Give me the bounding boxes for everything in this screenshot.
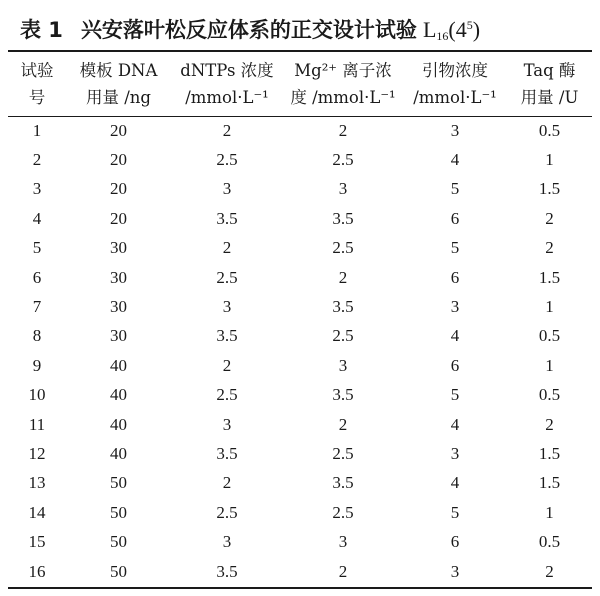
trial-number-cell: 5 xyxy=(32,238,42,258)
primer-cell: 4 xyxy=(450,473,460,493)
mg-ion-cell: 2.5 xyxy=(332,150,354,170)
mg-ion-cell: 3 xyxy=(338,355,348,375)
table-row xyxy=(8,145,592,174)
taq-cell: 2 xyxy=(545,208,554,228)
mg-ion-cell: 2.5 xyxy=(332,443,354,463)
table-row xyxy=(8,204,592,233)
taq-cell: 2 xyxy=(545,238,554,258)
template-dna-cell: 30 xyxy=(110,297,127,317)
template-dna-cell: 20 xyxy=(110,120,127,140)
orthogonal-array-symbol: $L_{16}(4^5)$ xyxy=(422,17,481,43)
table-row xyxy=(8,175,592,204)
taq-cell: 2 xyxy=(545,414,554,434)
primer-cell: 3 xyxy=(450,297,460,317)
table-row xyxy=(8,439,592,468)
dntps-cell: 3.5 xyxy=(216,443,238,463)
primer-cell: 5 xyxy=(450,385,460,405)
taq-cell: 1 xyxy=(545,355,554,375)
trial-number-cell: 12 xyxy=(28,443,46,463)
table-row xyxy=(8,351,592,380)
taq-cell: 0.5 xyxy=(538,120,561,140)
table-row xyxy=(8,410,592,439)
taq-cell: 1.5 xyxy=(538,179,561,199)
trial-number-cell: 10 xyxy=(28,385,46,405)
table-body xyxy=(8,116,592,586)
table-row xyxy=(8,116,592,145)
template-dna-cell: 50 xyxy=(110,561,127,581)
table-row xyxy=(8,469,592,498)
dntps-cell: 3.5 xyxy=(216,208,238,228)
mg-ion-cell: 2 xyxy=(338,120,348,140)
taq-cell: 0.5 xyxy=(538,532,561,552)
primer-cell: 3 xyxy=(450,443,460,463)
template-dna-cell: 40 xyxy=(110,443,127,463)
dntps-cell: 3.5 xyxy=(216,561,238,581)
mg-ion-cell: 3.5 xyxy=(332,473,354,493)
template-dna-cell: 30 xyxy=(110,238,127,258)
dntps-cell: 2.5 xyxy=(216,502,238,522)
taq-cell: 1 xyxy=(545,297,554,317)
trial-number-cell: 4 xyxy=(32,208,42,228)
trial-number-cell: 7 xyxy=(32,297,42,317)
trial-number-cell: 8 xyxy=(32,326,42,346)
dntps-cell: 2.5 xyxy=(216,267,238,287)
mg-ion-cell: 2 xyxy=(338,414,348,434)
header-primer: 引物浓度 /mmol·L⁻¹ xyxy=(413,61,497,107)
trial-number-cell: 14 xyxy=(28,502,46,522)
trial-number-cell: 13 xyxy=(28,473,46,493)
table-number: 表 1 xyxy=(20,18,63,42)
table-row xyxy=(8,263,592,292)
mg-ion-cell: 2.5 xyxy=(332,502,354,522)
dntps-cell: 2 xyxy=(222,473,232,493)
trial-number-cell: 15 xyxy=(28,532,46,552)
dntps-cell: 3.5 xyxy=(216,326,238,346)
mg-ion-cell: 2.5 xyxy=(332,326,354,346)
taq-cell: 0.5 xyxy=(538,385,561,405)
taq-cell: 1.5 xyxy=(538,267,561,287)
dntps-cell: 3 xyxy=(222,179,232,199)
template-dna-cell: 20 xyxy=(110,179,127,199)
dntps-cell: 2.5 xyxy=(216,385,238,405)
trial-number-cell: 6 xyxy=(32,267,42,287)
mg-ion-cell: 3 xyxy=(338,179,348,199)
trial-number-cell: 3 xyxy=(32,179,42,199)
template-dna-cell: 50 xyxy=(110,532,127,552)
primer-cell: 5 xyxy=(450,238,460,258)
header-template-dna: 模板 DNA 用量 /ng xyxy=(79,61,158,107)
template-dna-cell: 40 xyxy=(110,385,127,405)
mg-ion-cell: 3.5 xyxy=(332,208,354,228)
mg-ion-cell: 3 xyxy=(338,532,348,552)
mg-ion-cell: 3.5 xyxy=(332,297,354,317)
template-dna-cell: 30 xyxy=(110,326,127,346)
table-row xyxy=(8,527,592,556)
orthogonal-design-table xyxy=(8,52,592,586)
mg-ion-cell: 2 xyxy=(338,561,348,581)
primer-cell: 6 xyxy=(450,355,460,375)
taq-cell: 0.5 xyxy=(538,326,561,346)
trial-number-cell: 1 xyxy=(32,120,42,140)
table-row xyxy=(8,557,592,586)
mg-ion-cell: 2 xyxy=(338,267,348,287)
mg-ion-cell: 2.5 xyxy=(332,238,354,258)
taq-cell: 1.5 xyxy=(538,443,561,463)
trial-number-cell: 2 xyxy=(32,150,42,170)
trial-number-cell: 11 xyxy=(28,414,46,434)
header-trial-number: 试验 号 xyxy=(20,61,54,107)
header-mg-ion: Mg²⁺ 离子浓 度 /mmol·L⁻¹ xyxy=(290,61,396,107)
bottom-rule xyxy=(8,587,592,589)
header-taq: Taq 酶 用量 /U xyxy=(520,61,579,107)
table-row xyxy=(8,292,592,321)
dntps-cell: 2 xyxy=(222,120,232,140)
taq-cell: 1 xyxy=(545,150,554,170)
table-title-text: 兴安落叶松反应体系的正交设计试验 xyxy=(80,18,417,42)
template-dna-cell: 50 xyxy=(110,502,127,522)
dntps-cell: 3 xyxy=(222,532,232,552)
primer-cell: 5 xyxy=(450,502,460,522)
table-row xyxy=(8,234,592,263)
primer-cell: 5 xyxy=(450,179,460,199)
primer-cell: 4 xyxy=(450,150,460,170)
trial-number-cell: 9 xyxy=(32,355,42,375)
template-dna-cell: 50 xyxy=(110,473,127,493)
taq-cell: 2 xyxy=(545,561,554,581)
header-dntps: dNTPs 浓度 /mmol·L⁻¹ xyxy=(180,61,274,107)
header-row xyxy=(8,52,592,116)
taq-cell: 1 xyxy=(545,502,554,522)
primer-cell: 6 xyxy=(450,267,460,287)
table-row xyxy=(8,322,592,351)
table-title xyxy=(20,6,580,44)
primer-cell: 4 xyxy=(450,414,460,434)
table-row xyxy=(8,381,592,410)
primer-cell: 4 xyxy=(450,326,460,346)
primer-cell: 6 xyxy=(450,208,460,228)
mg-ion-cell: 3.5 xyxy=(332,385,354,405)
trial-number-cell: 16 xyxy=(28,561,46,581)
template-dna-cell: 20 xyxy=(110,208,127,228)
template-dna-cell: 30 xyxy=(110,267,127,287)
primer-cell: 3 xyxy=(450,561,460,581)
template-dna-cell: 40 xyxy=(110,355,127,375)
dntps-cell: 3 xyxy=(222,414,232,434)
template-dna-cell: 40 xyxy=(110,414,127,434)
template-dna-cell: 20 xyxy=(110,150,127,170)
dntps-cell: 2 xyxy=(222,355,232,375)
taq-cell: 1.5 xyxy=(538,473,561,493)
primer-cell: 3 xyxy=(450,120,460,140)
dntps-cell: 2.5 xyxy=(216,150,238,170)
primer-cell: 6 xyxy=(450,532,460,552)
dntps-cell: 3 xyxy=(222,297,232,317)
table-row xyxy=(8,498,592,527)
dntps-cell: 2 xyxy=(222,238,232,258)
